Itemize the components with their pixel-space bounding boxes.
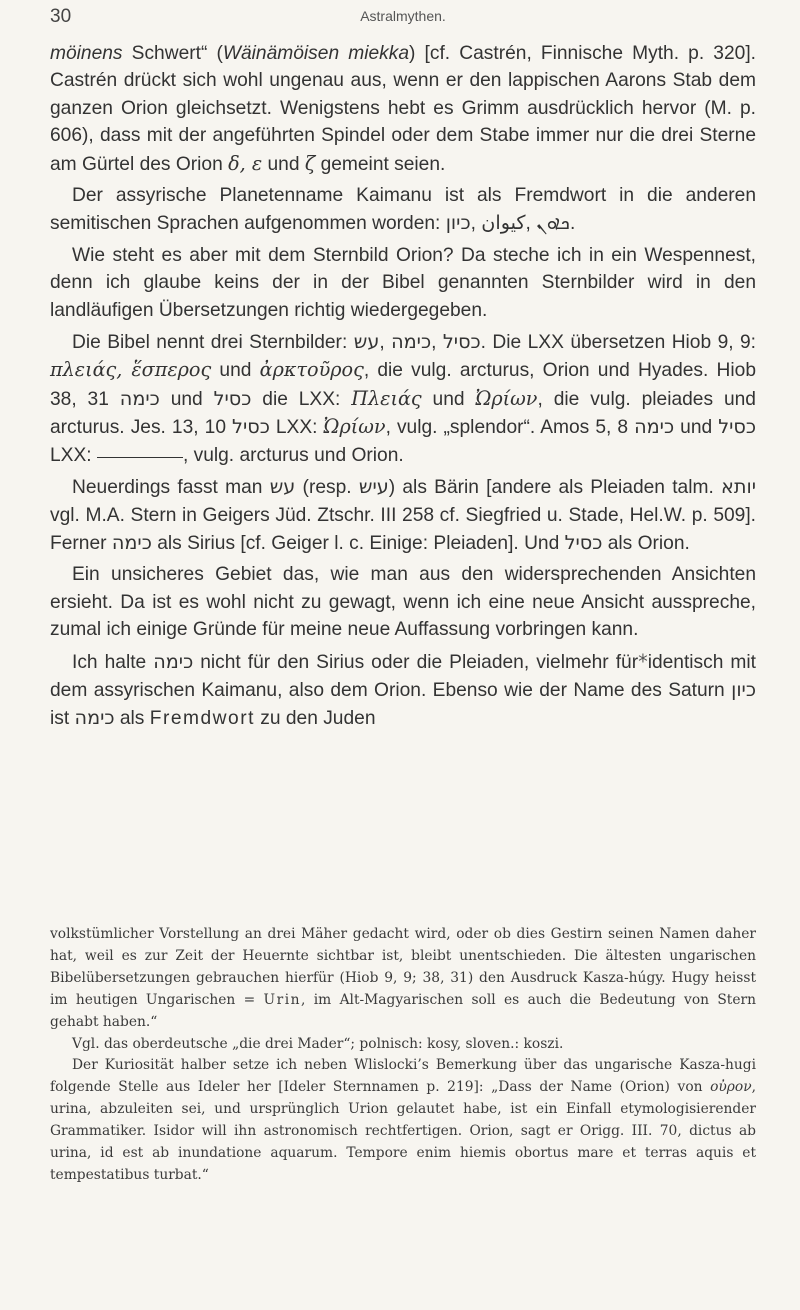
body-text (50, 40, 756, 733)
text-span: . (569, 213, 576, 235)
footnote-3 (50, 1055, 756, 1186)
greek-term: Ὠρίων (475, 386, 538, 410)
paragraph-5 (50, 473, 756, 557)
aramaic-term: יותא (721, 475, 756, 499)
text-span: identisch mit dem assyrischen Kaimanu, also dem Orion. Ebenso wie der Name des Saturn (50, 651, 756, 701)
text-span: und (159, 388, 214, 410)
greek-term: ζ (304, 151, 316, 175)
text-span: die LXX: (251, 388, 352, 410)
text-span: , die vulg. arcturus, Orion und Hyades. Hiob 38, 31 (50, 360, 756, 410)
text-span: , vulg. „splendor“. Amos 5, 8 (385, 417, 635, 439)
hebrew-term: כסיל (564, 530, 603, 554)
emphasis: Urin (263, 991, 302, 1008)
arabic-term: كيوان (481, 211, 526, 235)
text-span: vgl. M.A. Stern in Geigers Jüd. Ztschr. III 258 cf. Siegfried u. Stade, Hel.W. p. 509]. Ferner (50, 504, 756, 554)
page-number: 30 (50, 6, 72, 27)
hebrew-term: כימה (74, 706, 115, 730)
hebrew-term: עש (269, 475, 296, 499)
text-span: Ich halte (72, 651, 154, 673)
text-span: und (211, 360, 260, 382)
hebrew-term: כימה (391, 330, 432, 354)
hebrew-term: כסיל (718, 415, 757, 439)
greek-term: δ, ε (228, 151, 263, 175)
hebrew-term: כסיל (213, 386, 252, 410)
text-span: LXX: (269, 417, 324, 439)
footnote-divider (50, 916, 756, 917)
text-span: , (379, 332, 392, 354)
page-header (50, 6, 756, 30)
hebrew-term: כסיל (442, 330, 481, 354)
paragraph-2 (50, 182, 756, 238)
text-span: nicht für den Sirius oder die Pleiaden, vielmehr für (193, 651, 639, 673)
text-span: Schwert“ ( (122, 43, 223, 64)
text-span: als Orion. (602, 532, 690, 554)
text-span: möinens (50, 43, 123, 64)
text-span: . Die LXX übersetzen Hiob 9, 9: (480, 332, 757, 354)
text-span: Neuerdings fasst man (72, 477, 270, 499)
paragraph-4 (50, 328, 756, 469)
hebrew-term: עש (353, 330, 380, 354)
text-span: , (431, 332, 443, 354)
text-span: zu den Juden (254, 708, 376, 730)
running-title: Astralmythen. (360, 8, 446, 24)
text-span: Der assyrische Planetenname Kaimanu ist als Fremdwort in die anderen semitischen Sprachen aufgenommen worden: (50, 185, 756, 235)
paragraph-6: Ein unsicheres Gebiet das, wie man aus den widersprechenden Ansichten ersieht. Da ist es wohl nicht zu gewagt, wenn ich eine neue Ansicht ausspreche, zumal ich einige Gründe für meine neue Auffassung vorbringen kann. (50, 564, 756, 641)
text-span: ) als Bärin [andere als Pleiaden talm. (388, 477, 722, 499)
syriac-term: ܟܐܘܢ (536, 211, 570, 235)
printers-mark: * (638, 649, 648, 673)
text-span: Die Bibel nennt drei Sternbilder: (72, 332, 354, 354)
greek-term: Πλειάς (351, 386, 422, 410)
text-span: ist (50, 708, 75, 730)
footnotes (50, 924, 756, 1187)
text-span: , vulg. arcturus und Orion. (182, 444, 404, 466)
paragraph-3: Wie steht es aber mit dem Sternbild Orion? Da steche ich in ein Wespennest, denn ich glaube keins der in der Bibel genannten Sternbilder wird in den landläufigen Übersetzungen richtig wiedergegeben. (50, 244, 756, 321)
text-span: als Sirius [cf. Geiger l. c. Einige: Pleiaden]. Und (151, 532, 565, 554)
text-span: (resp. (295, 477, 359, 499)
hebrew-term: כימה (153, 649, 194, 673)
text-span: Der Kuriosität halber setze ich neben Wlislocki’s Bemerkung über das ungarische Kasza-hugi folgende Stelle aus Ideler her [Ideler Sternnamen p. 219]: „Dass der Name (Orion) von (50, 1057, 756, 1096)
text-span: , im Alt-Magyarischen soll es auch die Bedeutung von Stern gehabt haben.“ (50, 991, 756, 1030)
blank-line (97, 456, 183, 458)
text-span: und (262, 153, 305, 175)
text-span: LXX: (50, 444, 97, 466)
paragraph-7 (50, 648, 756, 733)
footnote-1 (50, 924, 756, 1034)
greek-term: Ὠρίων (323, 415, 386, 439)
hebrew-term: כימה (111, 530, 152, 554)
hebrew-term: כימה (634, 415, 675, 439)
hebrew-term: כיון (731, 677, 756, 701)
hebrew-term: כיון (445, 211, 471, 235)
text-span: als (114, 708, 150, 730)
text-span: , (470, 213, 482, 235)
greek-term: οὐρον (710, 1079, 752, 1096)
text-span: volkstümlicher Vorstellung an drei Mäher gedacht wird, oder ob dies Gestirn seinen Namen daher hat, weil es zur Zeit der Heuernte sichtbar ist, bleibt unentschieden. Die ältesten ungarischen Bibelübersetzungen gebrauchen hierfür (Hiob 9, 9; 38, 31) den Ausdruck Kasza-húgy. Hugy heisst im heutigen Ungarischen = (50, 926, 756, 1008)
hebrew-term: כימה (119, 386, 160, 410)
text-span: ) [cf. Castrén, Finnische Myth. p. 320]. Castrén drückt sich wohl ungenau aus, wenn er den lappischen Aarons Stab dem ganzen Orion gleichsetzt. Wenigstens hebt es Grimm ausdrücklich hervor (M. p. 606), dass mit der angeführten Spindel oder dem Stabe immer nur die drei Sterne am Gürtel des Orion (50, 43, 756, 175)
text-span: Wäinämöisen miekka (222, 43, 410, 64)
text-span: und (674, 417, 719, 439)
text-span: , die vulg. pleiades und arcturus. Jes. 13, 10 (50, 388, 756, 439)
text-span: und (421, 388, 476, 410)
text-span: gemeint seien. (315, 153, 446, 175)
greek-term: ἀρκτοῦρος (259, 358, 364, 382)
emphasis: Fremdwort (149, 708, 255, 730)
footnote-2: Vgl. das oberdeutsche „die drei Mader“; polnisch: kosy, sloven.: koszi. (72, 1035, 564, 1052)
paragraph-1 (50, 40, 756, 178)
text-span: , urina, abzuleiten sei, und ursprünglich Urion gelautet habe, ist ein Einfall etymologisierender Grammatiker. Isidor will ihn astronomisch rechtfertigen. Orion, sagt er Origg. III. 70, dictus ab urina, id est ab inundatione aquarum. Tempore enim hiemis obortus mare et terras aquis et tempestatibus turbat.“ (50, 1079, 756, 1183)
hebrew-term: כסיל (232, 415, 270, 439)
hebrew-term: עיש (358, 475, 389, 499)
text-span: , (525, 213, 537, 235)
greek-term: πλειάς, ἕσπερος (50, 358, 212, 382)
